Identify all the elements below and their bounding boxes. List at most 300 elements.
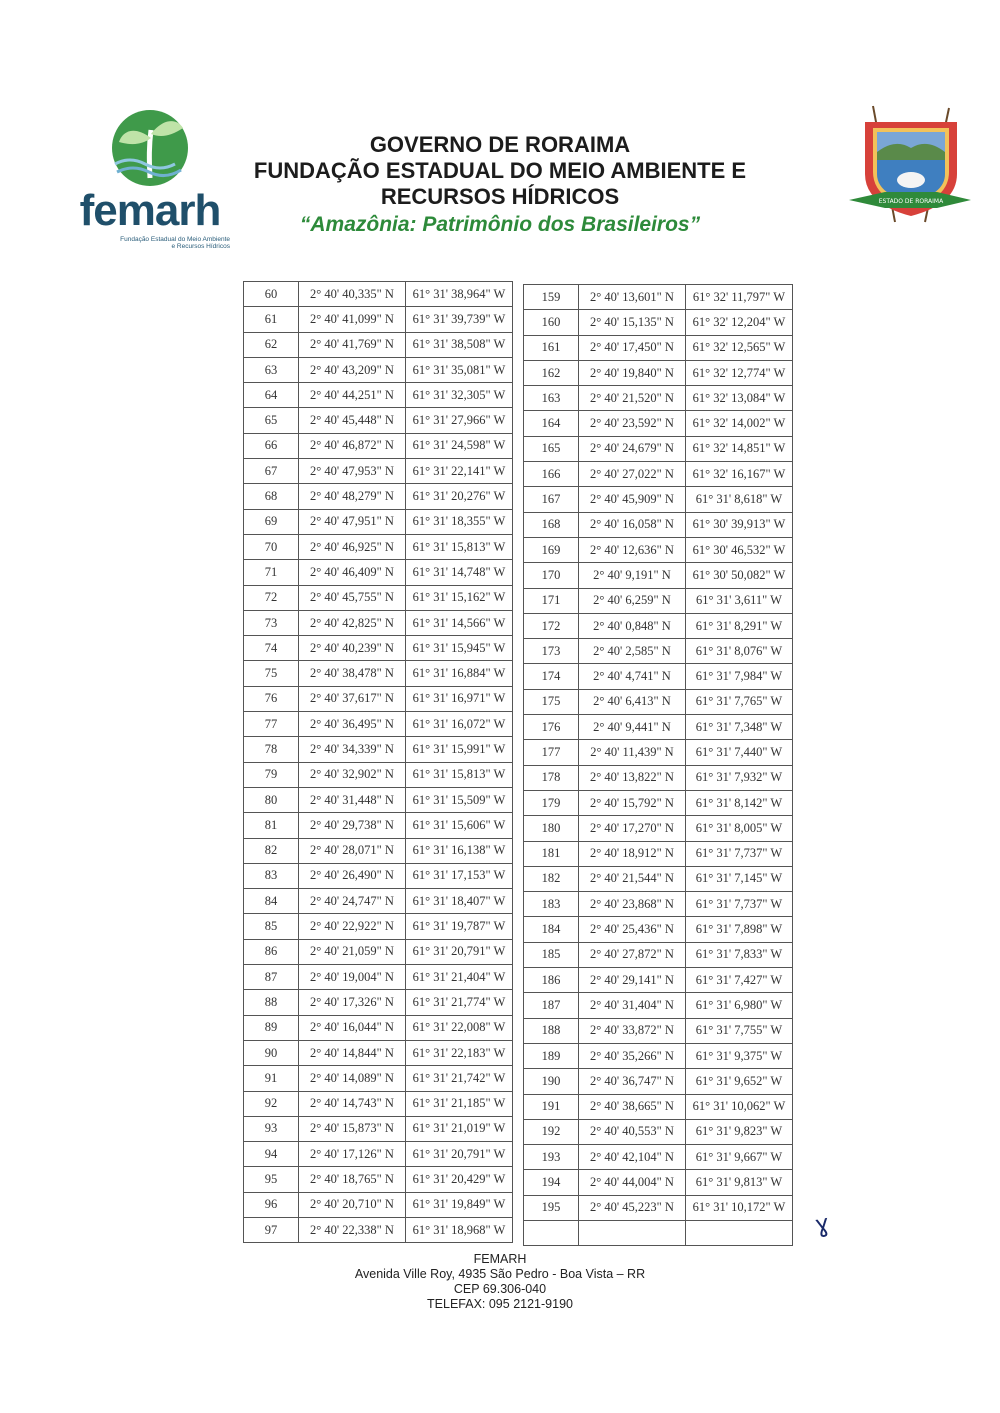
point-number: 91 bbox=[244, 1066, 299, 1091]
longitude-cell: 61° 31' 9,375" W bbox=[686, 1043, 793, 1068]
longitude-cell: 61° 31' 15,509" W bbox=[406, 787, 513, 812]
table-row bbox=[524, 588, 793, 613]
latitude-cell: 2° 40' 14,089" N bbox=[299, 1066, 406, 1091]
latitude-cell: 2° 40' 46,872" N bbox=[299, 433, 406, 458]
table-row bbox=[524, 285, 793, 310]
point-number: 162 bbox=[524, 360, 579, 385]
longitude-cell: 61° 32' 12,565" W bbox=[686, 335, 793, 360]
latitude-cell: 2° 40' 35,266" N bbox=[579, 1043, 686, 1068]
table-row bbox=[524, 1094, 793, 1119]
table-row bbox=[524, 360, 793, 385]
table-row bbox=[244, 408, 513, 433]
longitude-cell: 61° 31' 38,964" W bbox=[406, 282, 513, 307]
point-number: 173 bbox=[524, 639, 579, 664]
latitude-cell: 2° 40' 24,679" N bbox=[579, 436, 686, 461]
longitude-cell: 61° 31' 6,980" W bbox=[686, 993, 793, 1018]
table-row bbox=[244, 282, 513, 307]
point-number: 65 bbox=[244, 408, 299, 433]
table-row bbox=[524, 715, 793, 740]
latitude-cell: 2° 40' 21,544" N bbox=[579, 866, 686, 891]
table-row bbox=[244, 813, 513, 838]
table-row bbox=[524, 1018, 793, 1043]
longitude-cell: 61° 31' 20,791" W bbox=[406, 939, 513, 964]
point-number: 166 bbox=[524, 462, 579, 487]
longitude-cell: 61° 31' 20,276" W bbox=[406, 484, 513, 509]
latitude-cell: 2° 40' 46,925" N bbox=[299, 534, 406, 559]
longitude-cell: 61° 31' 15,813" W bbox=[406, 762, 513, 787]
latitude-cell: 2° 40' 38,478" N bbox=[299, 661, 406, 686]
latitude-cell: 2° 40' 13,601" N bbox=[579, 285, 686, 310]
point-number: 90 bbox=[244, 1040, 299, 1065]
longitude-cell: 61° 30' 46,532" W bbox=[686, 537, 793, 562]
latitude-cell: 2° 40' 48,279" N bbox=[299, 484, 406, 509]
longitude-cell: 61° 31' 16,138" W bbox=[406, 838, 513, 863]
latitude-cell: 2° 40' 36,495" N bbox=[299, 712, 406, 737]
longitude-cell: 61° 31' 7,440" W bbox=[686, 740, 793, 765]
longitude-cell: 61° 31' 10,172" W bbox=[686, 1195, 793, 1220]
table-row bbox=[244, 534, 513, 559]
latitude-cell: 2° 40' 45,223" N bbox=[579, 1195, 686, 1220]
point-number: 187 bbox=[524, 993, 579, 1018]
latitude-cell: 2° 40' 44,004" N bbox=[579, 1170, 686, 1195]
longitude-cell: 61° 31' 7,898" W bbox=[686, 917, 793, 942]
longitude-cell: 61° 31' 9,667" W bbox=[686, 1145, 793, 1170]
table-row bbox=[524, 335, 793, 360]
table-row bbox=[244, 737, 513, 762]
table-row bbox=[524, 487, 793, 512]
point-number: 80 bbox=[244, 787, 299, 812]
table-row bbox=[524, 411, 793, 436]
point-number: 77 bbox=[244, 712, 299, 737]
point-number: 190 bbox=[524, 1069, 579, 1094]
point-number: 177 bbox=[524, 740, 579, 765]
latitude-cell: 2° 40' 32,902" N bbox=[299, 762, 406, 787]
table-row bbox=[524, 968, 793, 993]
femarh-logo bbox=[70, 108, 230, 248]
point-number: 168 bbox=[524, 512, 579, 537]
latitude-cell: 2° 40' 18,912" N bbox=[579, 841, 686, 866]
latitude-cell: 2° 40' 41,099" N bbox=[299, 307, 406, 332]
point-number: 170 bbox=[524, 563, 579, 588]
longitude-cell: 61° 31' 9,652" W bbox=[686, 1069, 793, 1094]
latitude-cell: 2° 40' 19,840" N bbox=[579, 360, 686, 385]
longitude-cell: 61° 32' 12,204" W bbox=[686, 310, 793, 335]
point-number: 183 bbox=[524, 892, 579, 917]
table-row bbox=[244, 1091, 513, 1116]
table-row bbox=[244, 585, 513, 610]
point-number: 67 bbox=[244, 459, 299, 484]
latitude-cell: 2° 40' 47,951" N bbox=[299, 509, 406, 534]
point-number: 169 bbox=[524, 537, 579, 562]
latitude-cell: 2° 40' 36,747" N bbox=[579, 1069, 686, 1094]
table-row bbox=[524, 1119, 793, 1144]
point-number: 74 bbox=[244, 636, 299, 661]
point-number: 83 bbox=[244, 863, 299, 888]
longitude-cell: 61° 31' 20,791" W bbox=[406, 1142, 513, 1167]
table-row bbox=[244, 787, 513, 812]
table-row bbox=[524, 866, 793, 891]
latitude-cell: 2° 40' 43,209" N bbox=[299, 357, 406, 382]
point-number: 86 bbox=[244, 939, 299, 964]
longitude-cell: 61° 31' 15,813" W bbox=[406, 534, 513, 559]
latitude-cell: 2° 40' 0,848" N bbox=[579, 613, 686, 638]
latitude-cell: 2° 40' 23,868" N bbox=[579, 892, 686, 917]
table-row bbox=[244, 1066, 513, 1091]
longitude-cell: 61° 31' 22,141" W bbox=[406, 459, 513, 484]
latitude-cell: 2° 40' 38,665" N bbox=[579, 1094, 686, 1119]
latitude-cell: 2° 40' 15,792" N bbox=[579, 790, 686, 815]
coordinates-table-right bbox=[523, 284, 793, 1246]
longitude-cell: 61° 31' 14,566" W bbox=[406, 610, 513, 635]
point-number: 175 bbox=[524, 689, 579, 714]
table-row bbox=[244, 914, 513, 939]
longitude-cell: 61° 31' 10,062" W bbox=[686, 1094, 793, 1119]
longitude-cell: 61° 31' 7,833" W bbox=[686, 942, 793, 967]
table-row bbox=[524, 563, 793, 588]
latitude-cell: 2° 40' 13,822" N bbox=[579, 765, 686, 790]
signature-initial: ɣ bbox=[812, 1208, 832, 1240]
crest-icon bbox=[845, 104, 975, 229]
latitude-cell: 2° 40' 6,413" N bbox=[579, 689, 686, 714]
table-row bbox=[524, 993, 793, 1018]
latitude-cell: 2° 40' 27,872" N bbox=[579, 942, 686, 967]
header-motto: “Amazônia: Patrimônio dos Brasileiros” bbox=[299, 213, 701, 236]
latitude-cell: 2° 40' 37,617" N bbox=[299, 686, 406, 711]
point-number: 193 bbox=[524, 1145, 579, 1170]
table-row bbox=[244, 889, 513, 914]
latitude-cell: 2° 40' 23,592" N bbox=[579, 411, 686, 436]
longitude-cell: 61° 31' 7,427" W bbox=[686, 968, 793, 993]
table-row bbox=[524, 1195, 793, 1220]
longitude-cell: 61° 31' 7,737" W bbox=[686, 841, 793, 866]
point-number: 75 bbox=[244, 661, 299, 686]
table-row bbox=[524, 689, 793, 714]
longitude-cell: 61° 31' 9,823" W bbox=[686, 1119, 793, 1144]
table-row bbox=[524, 917, 793, 942]
table-row bbox=[524, 613, 793, 638]
latitude-cell: 2° 40' 15,135" N bbox=[579, 310, 686, 335]
latitude-cell: 2° 40' 18,765" N bbox=[299, 1167, 406, 1192]
point-number: 195 bbox=[524, 1195, 579, 1220]
point-number: 81 bbox=[244, 813, 299, 838]
latitude-cell: 2° 40' 24,747" N bbox=[299, 889, 406, 914]
latitude-cell: 2° 40' 31,404" N bbox=[579, 993, 686, 1018]
point-number: 72 bbox=[244, 585, 299, 610]
table-row bbox=[524, 942, 793, 967]
point-number: 186 bbox=[524, 968, 579, 993]
table-row bbox=[244, 1142, 513, 1167]
longitude-cell: 61° 31' 8,005" W bbox=[686, 816, 793, 841]
table-row bbox=[524, 310, 793, 335]
point-number: 174 bbox=[524, 664, 579, 689]
point-number: 68 bbox=[244, 484, 299, 509]
point-number: 171 bbox=[524, 588, 579, 613]
table-row bbox=[524, 1170, 793, 1195]
point-number: 79 bbox=[244, 762, 299, 787]
point-number: 93 bbox=[244, 1116, 299, 1141]
table-row bbox=[244, 636, 513, 661]
latitude-cell: 2° 40' 2,585" N bbox=[579, 639, 686, 664]
footer-line-3: CEP 69.306-040 bbox=[453, 1282, 547, 1296]
table-row bbox=[244, 1217, 513, 1242]
table-row bbox=[244, 1167, 513, 1192]
point-number: 188 bbox=[524, 1018, 579, 1043]
latitude-cell: 2° 40' 6,259" N bbox=[579, 588, 686, 613]
table-row bbox=[244, 1015, 513, 1040]
longitude-cell: 61° 31' 15,162" W bbox=[406, 585, 513, 610]
longitude-cell: 61° 31' 21,019" W bbox=[406, 1116, 513, 1141]
latitude-cell: 2° 40' 27,022" N bbox=[579, 462, 686, 487]
longitude-cell: 61° 31' 7,348" W bbox=[686, 715, 793, 740]
coordinates-table-left bbox=[243, 281, 513, 1243]
latitude-cell: 2° 40' 21,520" N bbox=[579, 386, 686, 411]
point-number: 160 bbox=[524, 310, 579, 335]
point-number: 76 bbox=[244, 686, 299, 711]
crest-ribbon-text: ESTADO DE RORAIMA bbox=[878, 198, 944, 205]
point-number: 66 bbox=[244, 433, 299, 458]
longitude-cell: 61° 31' 9,813" W bbox=[686, 1170, 793, 1195]
point-number: 94 bbox=[244, 1142, 299, 1167]
point-number: 191 bbox=[524, 1094, 579, 1119]
longitude-cell: 61° 31' 21,742" W bbox=[406, 1066, 513, 1091]
table-row bbox=[244, 990, 513, 1015]
latitude-cell: 2° 40' 28,071" N bbox=[299, 838, 406, 863]
point-number bbox=[524, 1220, 579, 1245]
latitude-cell: 2° 40' 11,439" N bbox=[579, 740, 686, 765]
point-number: 95 bbox=[244, 1167, 299, 1192]
point-number: 165 bbox=[524, 436, 579, 461]
leaf-icon bbox=[105, 108, 195, 188]
longitude-cell: 61° 30' 50,082" W bbox=[686, 563, 793, 588]
table-row bbox=[244, 307, 513, 332]
latitude-cell: 2° 40' 45,755" N bbox=[299, 585, 406, 610]
longitude-cell: 61° 31' 17,153" W bbox=[406, 863, 513, 888]
table-row bbox=[524, 1220, 793, 1245]
table-row bbox=[244, 762, 513, 787]
table-row bbox=[524, 386, 793, 411]
longitude-cell: 61° 31' 7,984" W bbox=[686, 664, 793, 689]
point-number: 184 bbox=[524, 917, 579, 942]
table-row bbox=[244, 332, 513, 357]
longitude-cell: 61° 31' 3,611" W bbox=[686, 588, 793, 613]
latitude-cell: 2° 40' 26,490" N bbox=[299, 863, 406, 888]
latitude-cell: 2° 40' 14,743" N bbox=[299, 1091, 406, 1116]
latitude-cell: 2° 40' 22,338" N bbox=[299, 1217, 406, 1242]
point-number: 64 bbox=[244, 383, 299, 408]
table-row bbox=[244, 357, 513, 382]
point-number: 178 bbox=[524, 765, 579, 790]
letterhead bbox=[230, 132, 770, 240]
point-number: 60 bbox=[244, 282, 299, 307]
point-number: 167 bbox=[524, 487, 579, 512]
point-number: 92 bbox=[244, 1091, 299, 1116]
longitude-cell: 61° 31' 16,072" W bbox=[406, 712, 513, 737]
longitude-cell: 61° 31' 20,429" W bbox=[406, 1167, 513, 1192]
table-row bbox=[524, 664, 793, 689]
latitude-cell: 2° 40' 17,270" N bbox=[579, 816, 686, 841]
latitude-cell: 2° 40' 15,873" N bbox=[299, 1116, 406, 1141]
longitude-cell: 61° 31' 35,081" W bbox=[406, 357, 513, 382]
point-number: 164 bbox=[524, 411, 579, 436]
latitude-cell: 2° 40' 33,872" N bbox=[579, 1018, 686, 1043]
longitude-cell: 61° 31' 22,183" W bbox=[406, 1040, 513, 1065]
longitude-cell: 61° 31' 21,185" W bbox=[406, 1091, 513, 1116]
latitude-cell: 2° 40' 45,909" N bbox=[579, 487, 686, 512]
table-row bbox=[524, 816, 793, 841]
latitude-cell: 2° 40' 41,769" N bbox=[299, 332, 406, 357]
longitude-cell: 61° 31' 39,739" W bbox=[406, 307, 513, 332]
coordinates-table-left-body bbox=[244, 282, 513, 1243]
point-number: 163 bbox=[524, 386, 579, 411]
table-row bbox=[524, 537, 793, 562]
latitude-cell: 2° 40' 47,953" N bbox=[299, 459, 406, 484]
longitude-cell: 61° 31' 7,765" W bbox=[686, 689, 793, 714]
latitude-cell: 2° 40' 9,441" N bbox=[579, 715, 686, 740]
longitude-cell: 61° 31' 21,404" W bbox=[406, 965, 513, 990]
latitude-cell: 2° 40' 40,335" N bbox=[299, 282, 406, 307]
table-row bbox=[524, 1043, 793, 1068]
header-line-2: FUNDAÇÃO ESTADUAL DO MEIO AMBIENTE E bbox=[253, 158, 747, 183]
table-row bbox=[244, 509, 513, 534]
table-row bbox=[524, 892, 793, 917]
longitude-cell: 61° 31' 19,849" W bbox=[406, 1192, 513, 1217]
logo-subtitle: Fundação Estadual do Meio Ambiente e Recursos Hídricos bbox=[120, 236, 230, 250]
footer-line-2: Avenida Ville Roy, 4935 São Pedro - Boa Vista – RR bbox=[354, 1267, 646, 1281]
point-number: 84 bbox=[244, 889, 299, 914]
longitude-cell: 61° 31' 16,884" W bbox=[406, 661, 513, 686]
latitude-cell: 2° 40' 14,844" N bbox=[299, 1040, 406, 1065]
latitude-cell: 2° 40' 25,436" N bbox=[579, 917, 686, 942]
table-row bbox=[524, 790, 793, 815]
point-number: 62 bbox=[244, 332, 299, 357]
table-row bbox=[244, 686, 513, 711]
point-number: 172 bbox=[524, 613, 579, 638]
point-number: 96 bbox=[244, 1192, 299, 1217]
longitude-cell: 61° 31' 32,305" W bbox=[406, 383, 513, 408]
longitude-cell: 61° 31' 7,755" W bbox=[686, 1018, 793, 1043]
footer-address bbox=[300, 1252, 700, 1312]
point-number: 182 bbox=[524, 866, 579, 891]
longitude-cell: 61° 31' 16,971" W bbox=[406, 686, 513, 711]
latitude-cell: 2° 40' 29,738" N bbox=[299, 813, 406, 838]
table-row bbox=[244, 560, 513, 585]
latitude-cell: 2° 40' 40,553" N bbox=[579, 1119, 686, 1144]
point-number: 88 bbox=[244, 990, 299, 1015]
longitude-cell: 61° 31' 18,407" W bbox=[406, 889, 513, 914]
longitude-cell: 61° 31' 24,598" W bbox=[406, 433, 513, 458]
longitude-cell: 61° 31' 14,748" W bbox=[406, 560, 513, 585]
point-number: 89 bbox=[244, 1015, 299, 1040]
longitude-cell: 61° 31' 8,076" W bbox=[686, 639, 793, 664]
latitude-cell: 2° 40' 12,636" N bbox=[579, 537, 686, 562]
longitude-cell: 61° 31' 7,145" W bbox=[686, 866, 793, 891]
latitude-cell: 2° 40' 45,448" N bbox=[299, 408, 406, 433]
latitude-cell: 2° 40' 16,058" N bbox=[579, 512, 686, 537]
latitude-cell: 2° 40' 42,825" N bbox=[299, 610, 406, 635]
longitude-cell: 61° 31' 8,291" W bbox=[686, 613, 793, 638]
point-number: 159 bbox=[524, 285, 579, 310]
table-row bbox=[524, 841, 793, 866]
longitude-cell: 61° 32' 16,167" W bbox=[686, 462, 793, 487]
point-number: 61 bbox=[244, 307, 299, 332]
table-row bbox=[244, 383, 513, 408]
longitude-cell: 61° 31' 19,787" W bbox=[406, 914, 513, 939]
point-number: 161 bbox=[524, 335, 579, 360]
latitude-cell: 2° 40' 29,141" N bbox=[579, 968, 686, 993]
latitude-cell: 2° 40' 42,104" N bbox=[579, 1145, 686, 1170]
point-number: 85 bbox=[244, 914, 299, 939]
table-row bbox=[244, 610, 513, 635]
table-row bbox=[244, 1192, 513, 1217]
point-number: 78 bbox=[244, 737, 299, 762]
table-row bbox=[244, 661, 513, 686]
point-number: 185 bbox=[524, 942, 579, 967]
point-number: 180 bbox=[524, 816, 579, 841]
footer-line-1: FEMARH bbox=[473, 1252, 527, 1266]
latitude-cell: 2° 40' 9,191" N bbox=[579, 563, 686, 588]
point-number: 189 bbox=[524, 1043, 579, 1068]
longitude-cell: 61° 31' 18,355" W bbox=[406, 509, 513, 534]
table-row bbox=[524, 639, 793, 664]
table-row bbox=[244, 1116, 513, 1141]
header-line-3: RECURSOS HÍDRICOS bbox=[380, 184, 620, 209]
logo-wordmark: femarh bbox=[79, 186, 221, 235]
point-number: 73 bbox=[244, 610, 299, 635]
latitude-cell: 2° 40' 17,450" N bbox=[579, 335, 686, 360]
longitude-cell: 61° 31' 38,508" W bbox=[406, 332, 513, 357]
table-row bbox=[244, 433, 513, 458]
point-number: 69 bbox=[244, 509, 299, 534]
header-line-1: GOVERNO DE RORAIMA bbox=[369, 132, 631, 157]
longitude-cell: 61° 32' 13,084" W bbox=[686, 386, 793, 411]
point-number: 179 bbox=[524, 790, 579, 815]
point-number: 97 bbox=[244, 1217, 299, 1242]
longitude-cell: 61° 32' 14,002" W bbox=[686, 411, 793, 436]
table-row bbox=[524, 1069, 793, 1094]
point-number: 70 bbox=[244, 534, 299, 559]
table-row bbox=[524, 512, 793, 537]
table-row bbox=[244, 939, 513, 964]
point-number: 63 bbox=[244, 357, 299, 382]
latitude-cell: 2° 40' 22,922" N bbox=[299, 914, 406, 939]
latitude-cell: 2° 40' 21,059" N bbox=[299, 939, 406, 964]
latitude-cell: 2° 40' 20,710" N bbox=[299, 1192, 406, 1217]
table-row bbox=[244, 1040, 513, 1065]
state-crest bbox=[845, 104, 975, 229]
longitude-cell: 61° 30' 39,913" W bbox=[686, 512, 793, 537]
latitude-cell: 2° 40' 16,044" N bbox=[299, 1015, 406, 1040]
longitude-cell: 61° 31' 18,968" W bbox=[406, 1217, 513, 1242]
point-number: 181 bbox=[524, 841, 579, 866]
table-row bbox=[524, 1145, 793, 1170]
latitude-cell: 2° 40' 34,339" N bbox=[299, 737, 406, 762]
latitude-cell bbox=[579, 1220, 686, 1245]
latitude-cell: 2° 40' 31,448" N bbox=[299, 787, 406, 812]
table-row bbox=[244, 863, 513, 888]
longitude-cell: 61° 31' 8,142" W bbox=[686, 790, 793, 815]
longitude-cell: 61° 32' 14,851" W bbox=[686, 436, 793, 461]
latitude-cell: 2° 40' 46,409" N bbox=[299, 560, 406, 585]
longitude-cell: 61° 31' 27,966" W bbox=[406, 408, 513, 433]
table-row bbox=[244, 484, 513, 509]
longitude-cell bbox=[686, 1220, 793, 1245]
point-number: 194 bbox=[524, 1170, 579, 1195]
table-row bbox=[244, 838, 513, 863]
table-row bbox=[524, 740, 793, 765]
longitude-cell: 61° 32' 11,797" W bbox=[686, 285, 793, 310]
longitude-cell: 61° 31' 7,737" W bbox=[686, 892, 793, 917]
point-number: 71 bbox=[244, 560, 299, 585]
